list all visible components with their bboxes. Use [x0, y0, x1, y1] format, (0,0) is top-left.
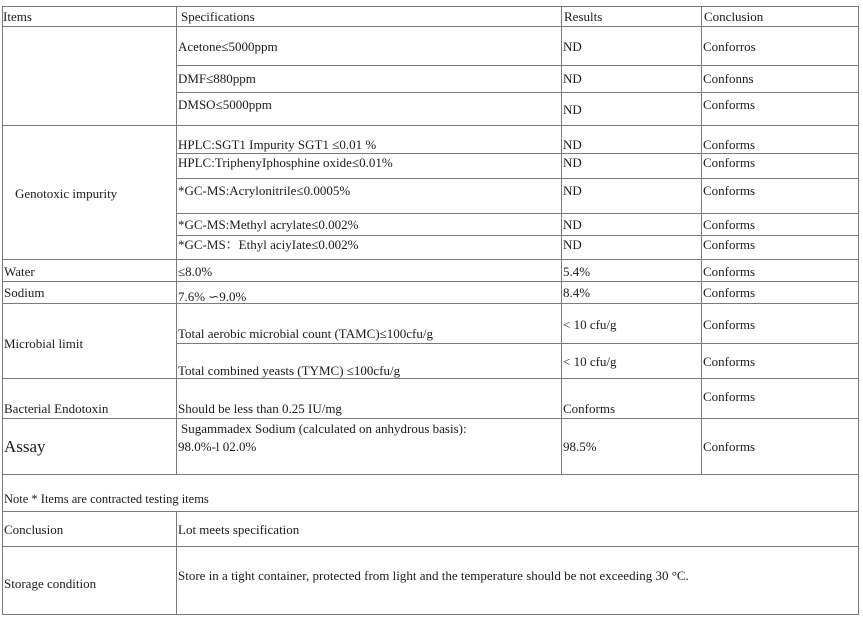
genotoxic-spec: HPLC:SGT1 Impurity SGT1 ≤0.01 %	[178, 137, 377, 152]
border-right	[858, 6, 859, 615]
header-items: Items	[3, 9, 32, 24]
water-result: 5.4%	[563, 264, 591, 279]
genotoxic-label: Genotoxic impurity	[15, 186, 118, 201]
endotoxin-spec: Should be less than 0.25 IU/mg	[178, 401, 342, 416]
rule-micro-end	[2, 378, 859, 379]
genotoxic-result: ND	[563, 183, 582, 198]
genotoxic-conclusion: Conforms	[703, 237, 755, 252]
residual-result: ND	[563, 71, 582, 86]
microbial-result: < 10 cfu/g	[563, 317, 617, 332]
header-conclusion: Conclusion	[704, 9, 764, 24]
genotoxic-result: ND	[563, 237, 582, 252]
residual-spec: DMF≤880ppm	[178, 71, 256, 86]
residual-result: ND	[563, 102, 582, 117]
header-results: Results	[564, 9, 603, 24]
assay-spec-line1: Sugammadex Sodium (calculated on anhydrous basis):	[181, 421, 467, 436]
conclusion-label: Conclusion	[4, 522, 64, 537]
genotoxic-conclusion: Conforms	[703, 217, 755, 232]
water-spec: ≤8.0%	[178, 264, 213, 279]
rule-geno-1	[176, 153, 859, 154]
genotoxic-spec: *GC-MS:Acrylonitrile≤0.0005%	[178, 183, 351, 198]
rule-residual-2	[176, 92, 859, 93]
genotoxic-result: ND	[563, 155, 582, 170]
rule-sodium-end	[2, 303, 859, 304]
genotoxic-spec: *GC-MS:Methyl acrylate≤0.002%	[178, 217, 359, 232]
col-divider-items	[176, 6, 177, 475]
endotoxin-result: Conforms	[563, 401, 615, 416]
col-divider-results	[701, 6, 702, 475]
water-conclusion: Conforms	[703, 264, 755, 279]
rule-endotoxin-end	[2, 418, 859, 419]
rule-geno-4	[176, 235, 859, 236]
table-border-bottom	[2, 614, 859, 615]
assay-spec-line2: 98.0%-l 02.0%	[178, 439, 257, 454]
border-left	[2, 6, 3, 615]
table-border-top	[2, 6, 859, 7]
sodium-label: Sodium	[4, 285, 45, 300]
residual-conclusion: Confonns	[703, 71, 754, 86]
microbial-conclusion: Conforms	[703, 354, 755, 369]
rule-geno-end	[2, 259, 859, 260]
microbial-label: Microbial limit	[4, 336, 84, 351]
assay-result: 98.5%	[563, 439, 597, 454]
endotoxin-conclusion: Conforms	[703, 389, 755, 404]
header-specifications: Specifications	[181, 9, 255, 24]
genotoxic-conclusion: Conforms	[703, 155, 755, 170]
genotoxic-spec: *GC-MS：Ethyl aciyIate≤0.002%	[178, 237, 359, 252]
residual-conclusion: Conforms	[703, 97, 755, 112]
endotoxin-label: Bacterial Endotoxin	[4, 401, 109, 416]
col-divider-items-lower	[176, 511, 177, 615]
conclusion-value: Lot meets specification	[178, 522, 300, 537]
residual-conclusion: Conforros	[703, 39, 756, 54]
rule-conclusion-end	[2, 546, 859, 547]
assay-label: Assay	[4, 437, 46, 456]
water-label: Water	[4, 264, 35, 279]
rule-note-end	[2, 511, 859, 512]
genotoxic-result: ND	[563, 217, 582, 232]
rule-residual-end	[2, 125, 859, 126]
microbial-spec: Total aerobic microbial count (TAMC)≤100cfu/g	[178, 326, 433, 341]
rule-assay-end	[2, 474, 859, 475]
col-divider-spec	[561, 6, 562, 475]
microbial-conclusion: Conforms	[703, 317, 755, 332]
rule-header	[2, 26, 859, 27]
rule-geno-2	[176, 178, 859, 179]
residual-spec: DMSO≤5000ppm	[178, 97, 272, 112]
storage-label: Storage condition	[4, 576, 97, 591]
sodium-spec: 7.6% ∽9.0%	[178, 289, 247, 304]
rule-water-end	[2, 281, 859, 282]
genotoxic-conclusion: Conforms	[703, 137, 755, 152]
genotoxic-spec: HPLC:TriphenyIphosphine oxide≤0.01%	[178, 155, 393, 170]
microbial-spec: Total combined yeasts (TYMC) ≤100cfu/g	[178, 363, 401, 378]
assay-conclusion: Conforms	[703, 439, 755, 454]
sodium-conclusion: Conforms	[703, 285, 755, 300]
rule-residual-1	[176, 65, 859, 66]
storage-value: Store in a tight container, protected from light and the temperature should be not exceeding 30 °C.	[178, 568, 689, 583]
residual-result: ND	[563, 39, 582, 54]
rule-geno-3	[176, 213, 859, 214]
sodium-result: 8.4%	[563, 285, 591, 300]
genotoxic-conclusion: Conforms	[703, 183, 755, 198]
microbial-result: < 10 cfu/g	[563, 354, 617, 369]
residual-spec: Acetone≤5000ppm	[178, 39, 278, 54]
genotoxic-result: ND	[563, 137, 582, 152]
note-text: Note * Items are contracted testing items	[4, 492, 209, 506]
rule-micro-1	[176, 343, 859, 344]
